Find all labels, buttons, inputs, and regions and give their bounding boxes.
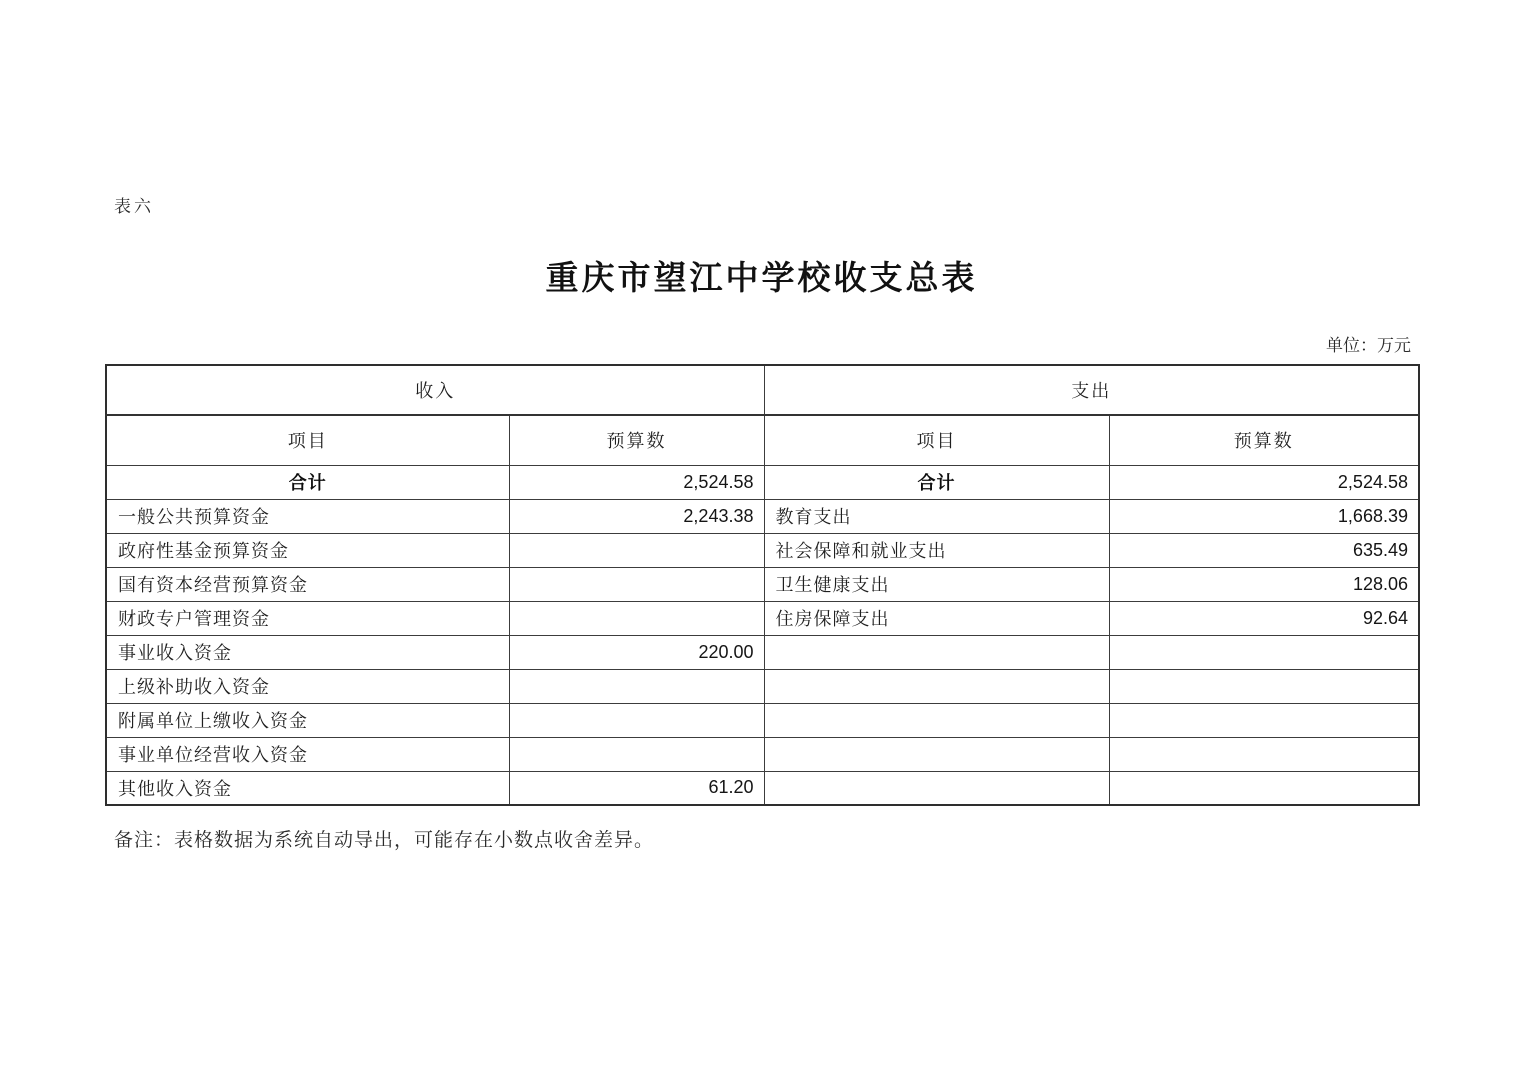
income-budget-header: 预算数 bbox=[509, 415, 764, 465]
table-row bbox=[106, 703, 1419, 737]
expense-item-cell: 社会保障和就业支出 bbox=[764, 533, 1109, 567]
income-budget-cell bbox=[509, 703, 764, 737]
table-row-total bbox=[106, 465, 1419, 499]
income-item-cell: 政府性基金预算资金 bbox=[106, 533, 509, 567]
income-budget-cell bbox=[509, 601, 764, 635]
expense-budget-header: 预算数 bbox=[1109, 415, 1419, 465]
budget-table bbox=[105, 364, 1420, 806]
expense-budget-cell bbox=[1109, 703, 1419, 737]
income-item-cell: 事业单位经营收入资金 bbox=[106, 737, 509, 771]
table-row bbox=[106, 499, 1419, 533]
income-budget-cell bbox=[509, 669, 764, 703]
expense-budget-cell bbox=[1109, 771, 1419, 805]
page-title: 重庆市望江中学校收支总表 bbox=[545, 261, 978, 297]
income-budget-cell: 61.20 bbox=[509, 771, 764, 805]
table-row bbox=[106, 601, 1419, 635]
expense-budget-cell: 2,524.58 bbox=[1109, 465, 1419, 499]
income-item-cell: 事业收入资金 bbox=[106, 635, 509, 669]
expense-section-header: 支出 bbox=[764, 365, 1419, 415]
income-item-cell: 其他收入资金 bbox=[106, 771, 509, 805]
expense-budget-cell bbox=[1109, 635, 1419, 669]
expense-item-cell: 合计 bbox=[764, 465, 1109, 499]
income-item-cell: 附属单位上缴收入资金 bbox=[106, 703, 509, 737]
income-budget-cell: 2,524.58 bbox=[509, 465, 764, 499]
income-item-cell: 国有资本经营预算资金 bbox=[106, 567, 509, 601]
expense-item-cell bbox=[764, 635, 1109, 669]
expense-item-cell bbox=[764, 771, 1109, 805]
expense-budget-cell: 1,668.39 bbox=[1109, 499, 1419, 533]
expense-item-cell: 教育支出 bbox=[764, 499, 1109, 533]
income-budget-cell bbox=[509, 737, 764, 771]
income-budget-cell bbox=[509, 567, 764, 601]
expense-item-header: 项目 bbox=[764, 415, 1109, 465]
unit-note: 单位：万元 bbox=[1326, 336, 1411, 355]
income-item-cell: 财政专户管理资金 bbox=[106, 601, 509, 635]
income-item-header: 项目 bbox=[106, 415, 509, 465]
expense-item-cell: 住房保障支出 bbox=[764, 601, 1109, 635]
income-budget-cell: 220.00 bbox=[509, 635, 764, 669]
expense-budget-cell: 635.49 bbox=[1109, 533, 1419, 567]
expense-item-cell bbox=[764, 703, 1109, 737]
section-header-row bbox=[106, 365, 1419, 415]
expense-budget-cell: 92.64 bbox=[1109, 601, 1419, 635]
expense-item-cell bbox=[764, 737, 1109, 771]
income-section-header: 收入 bbox=[106, 365, 764, 415]
expense-item-cell: 卫生健康支出 bbox=[764, 567, 1109, 601]
table-row bbox=[106, 771, 1419, 805]
table-row bbox=[106, 533, 1419, 567]
footer-note: 备注：表格数据为系统自动导出，可能存在小数点收舍差异。 bbox=[114, 830, 655, 851]
income-item-cell: 一般公共预算资金 bbox=[106, 499, 509, 533]
table-row bbox=[106, 737, 1419, 771]
table-row bbox=[106, 635, 1419, 669]
expense-budget-cell bbox=[1109, 737, 1419, 771]
income-item-cell: 合计 bbox=[106, 465, 509, 499]
column-header-row bbox=[106, 415, 1419, 465]
table-row bbox=[106, 567, 1419, 601]
income-budget-cell: 2,243.38 bbox=[509, 499, 764, 533]
expense-budget-cell: 128.06 bbox=[1109, 567, 1419, 601]
table-number-label: 表六 bbox=[114, 197, 154, 216]
expense-budget-cell bbox=[1109, 669, 1419, 703]
income-budget-cell bbox=[509, 533, 764, 567]
table-row bbox=[106, 669, 1419, 703]
income-item-cell: 上级补助收入资金 bbox=[106, 669, 509, 703]
expense-item-cell bbox=[764, 669, 1109, 703]
